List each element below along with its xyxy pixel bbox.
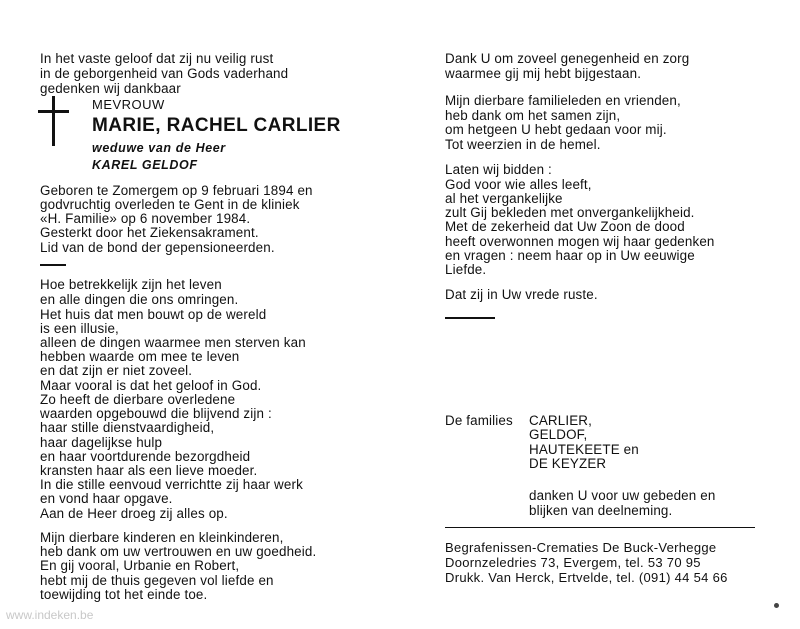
children-line: heb dank om uw vertrouwen en uw goedheid. [40,544,317,559]
footer-rule [445,527,755,528]
bio-line-3: «H. Familie» op 6 november 1984. [40,211,251,226]
poem-line: en alle dingen die ons omringen. [40,292,239,307]
family-line: heb dank om het samen zijn, [445,108,621,123]
title: MEVROUW [92,97,165,112]
intro-line-2: in de geborgenheid van Gods vaderhand [40,66,289,81]
children-line: toewijding tot het einde toe. [40,587,208,602]
bio-line-2: godvruchtig overleden te Gent in de kliniek [40,197,300,212]
husband-name: KAREL GELDOF [92,158,198,172]
prayer-line: Liefde. [445,262,487,277]
thanks-line: Dank U om zoveel genegenheid en zorg [445,51,690,66]
bio-line-5: Lid van de bond der gepensioneerden. [40,240,275,255]
poem-line: In die stille eenvoud verrichtte zij haar werk [40,477,303,492]
family-line: Tot weerzien in de hemel. [445,137,601,152]
prayer-line: al het vergankelijke [445,191,563,206]
poem-line: Het huis dat men bouwt op de wereld [40,307,267,322]
poem-line: haar dagelijkse hulp [40,435,163,450]
closing-line: blijken van deelneming. [529,503,673,518]
prayer-line: God voor wie alles leeft, [445,177,592,192]
bio-line-1: Geboren te Zomergem op 9 februari 1894 en [40,183,313,198]
deceased-name: MARIE, RACHEL CARLIER [92,115,341,136]
family-line: Mijn dierbare familieleden en vrienden, [445,93,681,108]
divider [445,317,495,319]
prayer-line: zult Gij bekleden met onvergankelijkheid. [445,205,695,220]
poem-line: Hoe betrekkelijk zijn het leven [40,277,222,292]
family-name: HAUTEKEETE en [529,442,639,457]
family-name: GELDOF, [529,427,588,442]
family-name: CARLIER, [529,413,592,428]
divider [40,264,66,266]
poem-line: en haar voortdurende bezorgdheid [40,449,251,464]
children-line: En gij vooral, Urbanie en Robert, [40,558,240,573]
poem-line: hebben waarde om mee te leven [40,349,240,364]
prayer-line: Laten wij bidden : [445,162,552,177]
intro-line-3: gedenken wij dankbaar [40,81,181,96]
poem-line: Aan de Heer droeg zij alles op. [40,506,228,521]
children-line: Mijn dierbare kinderen en kleinkinderen, [40,530,284,545]
poem-line: haar stille dienstvaardigheid, [40,420,215,435]
poem-line: is een illusie, [40,321,119,336]
footer-line: Doornzeledries 73, Evergem, tel. 53 70 95 [445,555,701,570]
prayer-line: heeft overwonnen mogen wij haar gedenken [445,234,715,249]
children-line: hebt mij de thuis gegeven vol liefde en [40,573,274,588]
rest-line: Dat zij in Uw vrede ruste. [445,287,598,302]
closing-line: danken U voor uw gebeden en [529,488,716,503]
families-intro: De families [445,413,513,428]
prayer-line: en vragen : neem haar op in Uw eeuwige [445,248,695,263]
poem-line: Zo heeft de dierbare overledene [40,392,236,407]
footer-line: Begrafenissen-Crematies De Buck-Verhegge [445,540,717,555]
poem-line: en dat zijn er niet zoveel. [40,363,193,378]
poem-line: kransten haar als een lieve moeder. [40,463,258,478]
poem-line: alleen de dingen waarmee men sterven kan [40,335,306,350]
speck [774,603,779,608]
bio-line-4: Gesterkt door het Ziekensakrament. [40,225,259,240]
prayer-line: Met de zekerheid dat Uw Zoon de dood [445,219,685,234]
family-line: om hetgeen U hebt gedaan voor mij. [445,122,667,137]
thanks-line: waarmee gij mij hebt bijgestaan. [445,66,642,81]
poem-line: Maar vooral is dat het geloof in God. [40,378,262,393]
poem-line: en vond haar opgave. [40,491,173,506]
widow-of: weduwe van de Heer [92,141,226,155]
poem-line: waarden opgebouwd die blijvend zijn : [40,406,272,421]
watermark: www.indeken.be [6,608,94,622]
intro-line-1: In het vaste geloof dat zij nu veilig rust [40,51,274,66]
family-name: DE KEYZER [529,456,607,471]
footer-line: Drukk. Van Herck, Ertvelde, tel. (091) 44 54 66 [445,570,728,585]
